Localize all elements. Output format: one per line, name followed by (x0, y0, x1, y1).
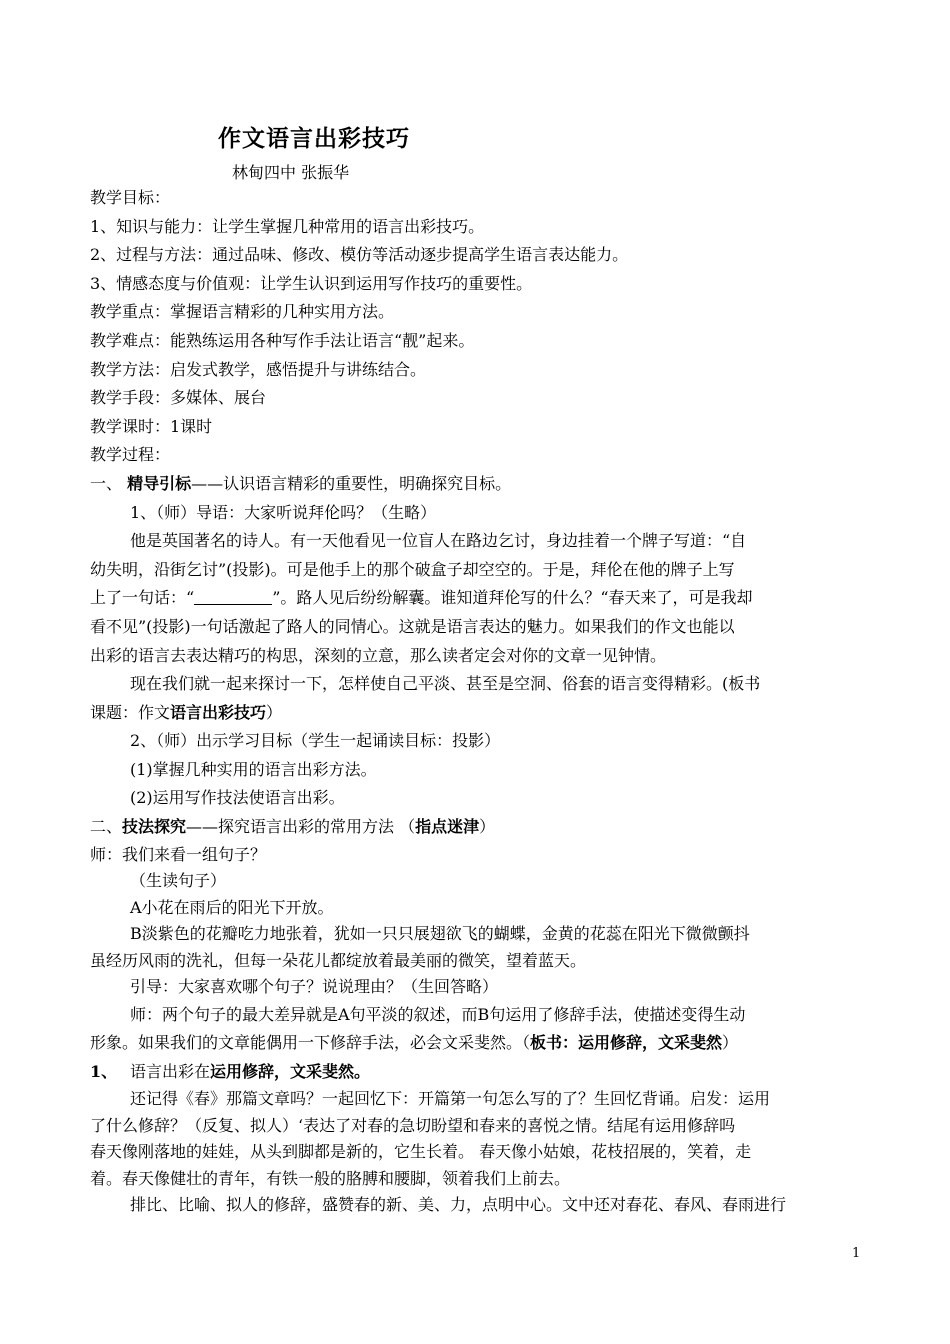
section-2-end: ） (479, 817, 496, 837)
teacher-comment-line-2 (90, 1029, 860, 1058)
sentence-b-line-2: 虽经历风雨的洗礼，但每一朵花儿都绽放着最美丽的微笑，望着蓝天。 (90, 950, 587, 970)
spring-line-4: 着。春天像健壮的青年，有铁一般的胳膊和腰脚，领着我们上前去。 (90, 1168, 571, 1188)
heading-1 (90, 1058, 860, 1087)
difficulty: 教学难点：能熟练运用各种写作手法让语言“靓”起来。 (90, 330, 475, 350)
final-line: 排比、比喻、拟人的修辞，盛赞春的新、美、力，点明中心。文中还对春花、春风、春雨进行 (130, 1195, 787, 1215)
paragraph-1-line-3-start: 上了一句话：“ (90, 588, 195, 608)
paragraph-1-line-2: 幼失明，沿街乞讨”(投影)。可是他手上的那个破盒子却空空的。于是，拜伦在他的牌子上写 (90, 559, 735, 579)
goals-heading: 教学目标： (90, 188, 171, 207)
section-1-prefix: 一、 (90, 473, 128, 493)
heading-1-bold: 运用修辞，文采斐然。 (210, 1061, 371, 1081)
goal-2: 2、过程与方法：通过品味、修改、模仿等活动逐步提高学生语言表达能力。 (90, 245, 629, 265)
teaching-means: 教学手段：多媒体、展台 (90, 388, 267, 408)
document-title: 作文语言出彩技巧 (218, 125, 410, 152)
section-1-rest: ——认识语言精彩的重要性，明确探究目标。 (191, 473, 512, 493)
teaching-hours: 教学课时：1课时 (90, 416, 213, 436)
section-1-item-2: 2、（师）出示学习目标（学生一起诵读目标：投影） (130, 731, 501, 751)
paragraph-2-line-2-bold: 语言出彩技巧 (170, 702, 267, 722)
paragraph-2-line-2 (90, 699, 860, 728)
heading-1-number: 1、 (90, 1061, 118, 1081)
section-2-mid: ——探究语言出彩的常用方法 （ (186, 817, 416, 837)
section-1-heading (90, 470, 860, 499)
author-line: 林甸四中 张振华 (232, 163, 350, 182)
spring-line-3: 春天像刚落地的娃娃，从头到脚都是新的，它生长着。 春天像小姑娘，花枝招展的，笑着，走 (90, 1142, 752, 1162)
document-body (90, 184, 860, 1219)
sentence-b-line-1: B淡紫色的花瓣吃力地张着，犹如一只只展翅欲飞的蝴蝶，金黄的花蕊在阳光下微微颤抖 (130, 924, 750, 944)
heading-1-text: 语言出彩在 (130, 1061, 211, 1081)
section-1-bold: 精导引标 (127, 473, 192, 493)
sentence-a: A小花在雨后的阳光下开放。 (130, 897, 334, 917)
paragraph-1-line-1: 他是英国著名的诗人。有一天他看见一位盲人在路边乞讨，身边挂着一个牌子写道：“自 (130, 531, 747, 551)
section-2-bold-2: 指点迷津 (415, 817, 480, 837)
paragraph-1-line-5: 出彩的语言去表达精巧的构思，深刻的立意，那么读者定会对你的文章一见钟情。 (90, 645, 667, 665)
section-2-prefix: 二、 (90, 817, 123, 837)
teacher-comment-line-1: 师：两个句子的最大差异就是A句平淡的叙述，而B句运用了修辞手法，使描述变得生动 (130, 1004, 746, 1024)
paragraph-1-line-3 (90, 584, 860, 613)
goal-3: 3、情感态度与价值观：让学生认识到运用写作技巧的重要性。 (90, 273, 533, 293)
teacher-comment-line-2-start: 形象。如果我们的文章能偶用一下修辞手法，必会文采斐然。（ (90, 1033, 531, 1053)
target-2: (2)运用写作技法使语言出彩。 (130, 788, 345, 808)
section-2-bold: 技法探究 (122, 817, 187, 837)
teacher-comment-line-2-end: ） (722, 1033, 739, 1053)
paragraph-1-line-3-end: ”。路人见后纷纷解囊。谁知道拜伦写的什么？“春天来了，可是我却 (272, 588, 753, 608)
spring-line-2: 了什么修辞？（反复、拟人）‘表达了对春的急切盼望和春来的喜悦之情。结尾有运用修辞吗 (90, 1115, 736, 1135)
page-number: 1 (852, 1246, 861, 1261)
student-read-line: （生读句子） (130, 871, 227, 891)
fill-in-blank (194, 590, 272, 605)
guide-line: 引导：大家喜欢哪个句子？说说理由？（生回答略） (130, 977, 499, 997)
paragraph-2-line-2-end: ） (266, 702, 283, 722)
teaching-method: 教学方法：启发式教学，感悟提升与讲练结合。 (90, 359, 427, 379)
target-1: (1)掌握几种实用的语言出彩方法。 (130, 759, 377, 779)
teacher-line: 师：我们来看一组句子？ (90, 844, 267, 864)
section-2-heading (90, 813, 860, 842)
key-point: 教学重点：掌握语言精彩的几种实用方法。 (90, 302, 395, 322)
section-1-item-1: 1、（师）导语：大家听说拜伦吗？（生略） (130, 502, 437, 522)
paragraph-2-line-2-start: 课题：作文 (90, 702, 171, 722)
teacher-comment-line-2-bold: 板书：运用修辞，文采斐然 (530, 1033, 723, 1053)
spring-line-1: 还记得《春》那篇文章吗？一起回忆下：开篇第一句怎么写的了？生回忆背诵。启发：运用 (130, 1089, 771, 1109)
process-heading: 教学过程： (90, 445, 171, 465)
goal-1: 1、知识与能力：让学生掌握几种常用的语言出彩技巧。 (90, 216, 485, 236)
paragraph-2-line-1: 现在我们就一起来探讨一下，怎样使自己平淡、甚至是空洞、俗套的语言变得精彩。(板书 (130, 674, 761, 694)
paragraph-1-line-4: 看不见”(投影)一句话激起了路人的同情心。这就是语言表达的魅力。如果我们的作文也能以 (90, 616, 735, 636)
